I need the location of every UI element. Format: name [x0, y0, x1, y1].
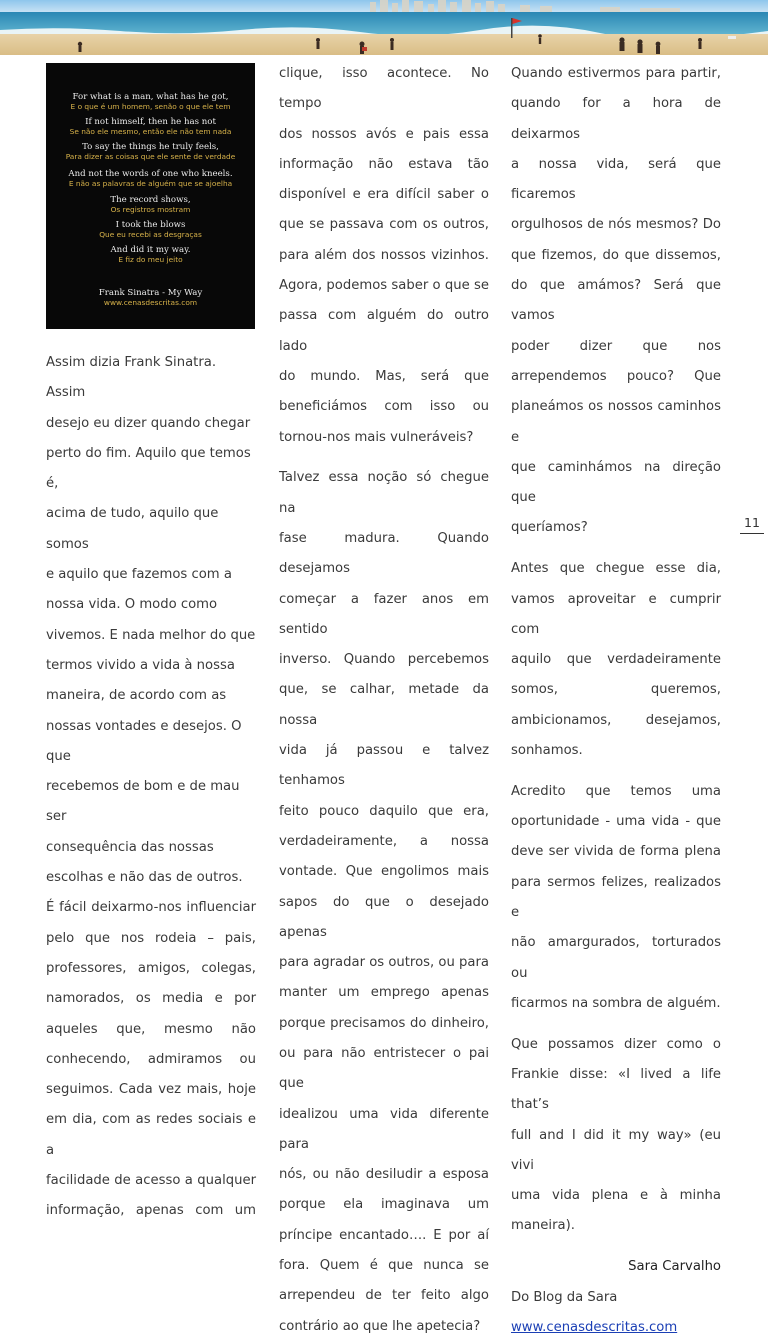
text-line: beneficiámos com isso ou	[279, 399, 489, 415]
text-line: termos vivido a vida à nossa	[46, 657, 235, 673]
text-line: pelo que nos rodeia – pais,	[46, 930, 256, 946]
text-line: aquilo que verdadeiramente	[511, 652, 721, 668]
text-line: ficarmos na sombra de alguém.	[511, 995, 721, 1011]
text-line: namorados, os media e por	[46, 991, 256, 1007]
text-line: em dia, com as redes sociais e a	[46, 1112, 256, 1158]
text-line: clique, isso acontece. No tempo	[279, 66, 489, 112]
text-line: para sermos felizes, realizados e	[511, 874, 721, 921]
text-line: ou para não entristecer o pai que	[279, 1046, 489, 1092]
text-line: maneira).	[511, 1218, 575, 1234]
text-line: começar a fazer anos em sentido	[279, 591, 489, 637]
text-line: para agradar os outros, ou para	[279, 955, 489, 971]
beach-banner-image	[0, 0, 768, 55]
text-line: sonhamos.	[511, 743, 583, 759]
column-2	[279, 59, 489, 1342]
text-line: conhecendo, admiramos ou	[46, 1051, 256, 1067]
text-line: Frankie disse: «I lived a life that’s	[511, 1067, 721, 1113]
quote-line-en: If not himself, then he has not	[85, 117, 216, 127]
quote-line-en: I took the blows	[115, 220, 186, 230]
text-line: vamos aproveitar e cumprir com	[511, 591, 721, 637]
text-line: Talvez essa noção só chegue na	[279, 470, 489, 516]
text-line: escolhas e não das de outros.	[46, 870, 243, 886]
text-line: perto do fim. Aquilo que temos é,	[46, 445, 251, 492]
text-line: dos nossos avós e pais essa	[279, 126, 489, 142]
text-line: que caminhámos na direção que	[511, 459, 721, 506]
source-text: Do Blog da Sara	[511, 1289, 618, 1305]
paragraph	[46, 348, 256, 893]
text-line: Acredito que temos uma	[511, 783, 721, 799]
text-line: do mundo. Mas, será que	[279, 368, 489, 384]
quote-line-pt: Se não ele mesmo, então ele não tem nada	[69, 127, 232, 136]
text-line: consequência das nossas	[46, 839, 214, 855]
text-line: não amargurados, torturados ou	[511, 935, 721, 981]
text-line: informação não estava tão	[279, 156, 489, 172]
text-line: feito pouco daquilo que era,	[279, 803, 489, 819]
text-line: deve ser vivida de forma plena	[511, 844, 721, 860]
paragraph	[511, 777, 721, 1019]
quote-line-en: And did it my way.	[110, 245, 191, 255]
text-line: professores, amigos, colegas,	[46, 960, 256, 976]
text-line: porque ela imaginava um	[279, 1197, 489, 1213]
text-line: que se passava com os outros,	[279, 217, 489, 233]
text-line: nossa vida. O modo como	[46, 597, 218, 613]
text-line: a nossa vida, será que ficaremos	[511, 156, 721, 203]
page-number: 11	[740, 515, 764, 534]
text-line: ambicionamos, desejamos,	[511, 712, 721, 728]
quote-signature: Frank Sinatra - My Way	[98, 288, 203, 298]
column-1	[46, 348, 256, 1227]
quote-line-en: For what is a man, what has he got,	[72, 92, 229, 102]
text-line: arrependemos pouco? Que	[511, 368, 721, 384]
paragraph	[279, 463, 489, 1342]
text-line: seguimos. Cada vez mais, hoje	[46, 1082, 256, 1098]
text-line: sapos do que o desejado apenas	[279, 894, 489, 940]
text-line: nós, ou não desiludir a esposa	[279, 1167, 489, 1183]
paragraph	[511, 554, 721, 766]
blog-link[interactable]: www.cenasdescritas.com	[511, 1319, 678, 1335]
text-line: recebemos de bom e de mau ser	[46, 779, 240, 825]
text-line: passa com alguém do outro lado	[279, 308, 489, 354]
text-line: orgulhosos de nós mesmos? Do	[511, 217, 721, 233]
text-line: full and I did it my way» (eu vivi	[511, 1127, 721, 1173]
quote-url: www.cenasdescritas.com	[103, 298, 198, 307]
text-line: nossas vontades e desejos. O que	[46, 718, 242, 764]
text-line: idealizou uma vida diferente para	[279, 1106, 489, 1152]
text-line: disponível e era difícil saber o	[279, 187, 489, 203]
text-line: contrário ao que lhe apetecia?	[279, 1318, 481, 1334]
quote-line-en: The record shows,	[110, 195, 191, 205]
text-line: maneira, de acordo com as	[46, 688, 227, 704]
text-line: Que possamos dizer como o	[511, 1036, 721, 1052]
quote-line-pt: E o que é um homem, senão o que ele tem	[70, 102, 231, 111]
text-line: tornou-nos mais vulneráveis?	[279, 429, 474, 445]
text-line: planeámos os nossos caminhos e	[511, 399, 721, 445]
paragraph	[46, 893, 256, 1226]
quote-line-pt: Os registros mostram	[110, 205, 191, 214]
text-line: vontade. Que engolimos mais	[279, 864, 489, 880]
text-line: e aquilo que fazemos com a	[46, 567, 232, 583]
text-line: verdadeiramente, a nossa	[279, 833, 489, 849]
text-line: quando for a hora de deixarmos	[511, 96, 721, 142]
paragraph	[511, 1030, 721, 1242]
text-line: que fizemos, do que dissemos,	[511, 247, 721, 263]
text-line: manter um emprego apenas	[279, 985, 489, 1001]
text-line: Antes que chegue esse dia,	[511, 561, 721, 577]
quote-line-en: And not the words of one who kneels.	[68, 169, 233, 179]
text-line: que, se calhar, metade da nossa	[279, 682, 489, 728]
frank-sinatra-quote-image	[46, 63, 255, 329]
text-line: acima de tudo, aquilo que somos	[46, 506, 219, 552]
text-line: somos, queremos,	[511, 682, 721, 698]
text-line: facilidade de acesso a qualquer	[46, 1173, 256, 1189]
text-line: Agora, podemos saber o que se	[279, 278, 489, 294]
text-line: desejo eu dizer quando chegar	[46, 415, 251, 431]
text-line: fora. Quem é que nunca se	[279, 1258, 489, 1274]
quote-line-en: To say the things he truly feels,	[82, 142, 219, 152]
text-line: É fácil deixarmo-nos influenciar	[46, 900, 256, 916]
text-line: vida já passou e talvez tenhamos	[279, 743, 489, 789]
text-line: queríamos?	[511, 520, 588, 536]
text-line: oportunidade - uma vida - que	[511, 814, 721, 830]
text-line: inverso. Quando percebemos	[279, 652, 489, 668]
quote-line-pt: Que eu recebi as desgraças	[99, 230, 202, 239]
text-line: do que amámos? Será que vamos	[511, 278, 721, 324]
text-line: arrependeu de ter feito algo	[279, 1288, 489, 1304]
text-line: porque precisamos do dinheiro,	[279, 1015, 489, 1031]
column-3	[511, 59, 721, 1343]
author-name: Sara Carvalho	[628, 1259, 721, 1275]
text-line: aqueles que, mesmo não	[46, 1021, 256, 1037]
text-line: poder dizer que nos	[511, 338, 721, 354]
text-line: vivemos. E nada melhor do que	[46, 627, 256, 643]
quote-line-pt: E fiz do meu jeito	[118, 255, 183, 264]
text-line: para além dos nossos vizinhos.	[279, 247, 489, 263]
text-line: fase madura. Quando desejamos	[279, 530, 489, 577]
paragraph	[279, 59, 489, 453]
text-line: uma vida plena e à minha	[511, 1188, 721, 1204]
quote-line-pt: E não as palavras de alguém que se ajoelha	[68, 179, 233, 188]
text-line: Quando estivermos para partir,	[511, 66, 721, 81]
quote-line-pt: Para dizer as coisas que ele sente de verdade	[65, 152, 236, 161]
paragraph	[511, 59, 721, 544]
text-line: príncipe encantado…. E por aí	[279, 1227, 489, 1243]
text-line: informação, apenas com um	[46, 1203, 256, 1219]
text-line: Assim dizia Frank Sinatra. Assim	[46, 355, 217, 401]
